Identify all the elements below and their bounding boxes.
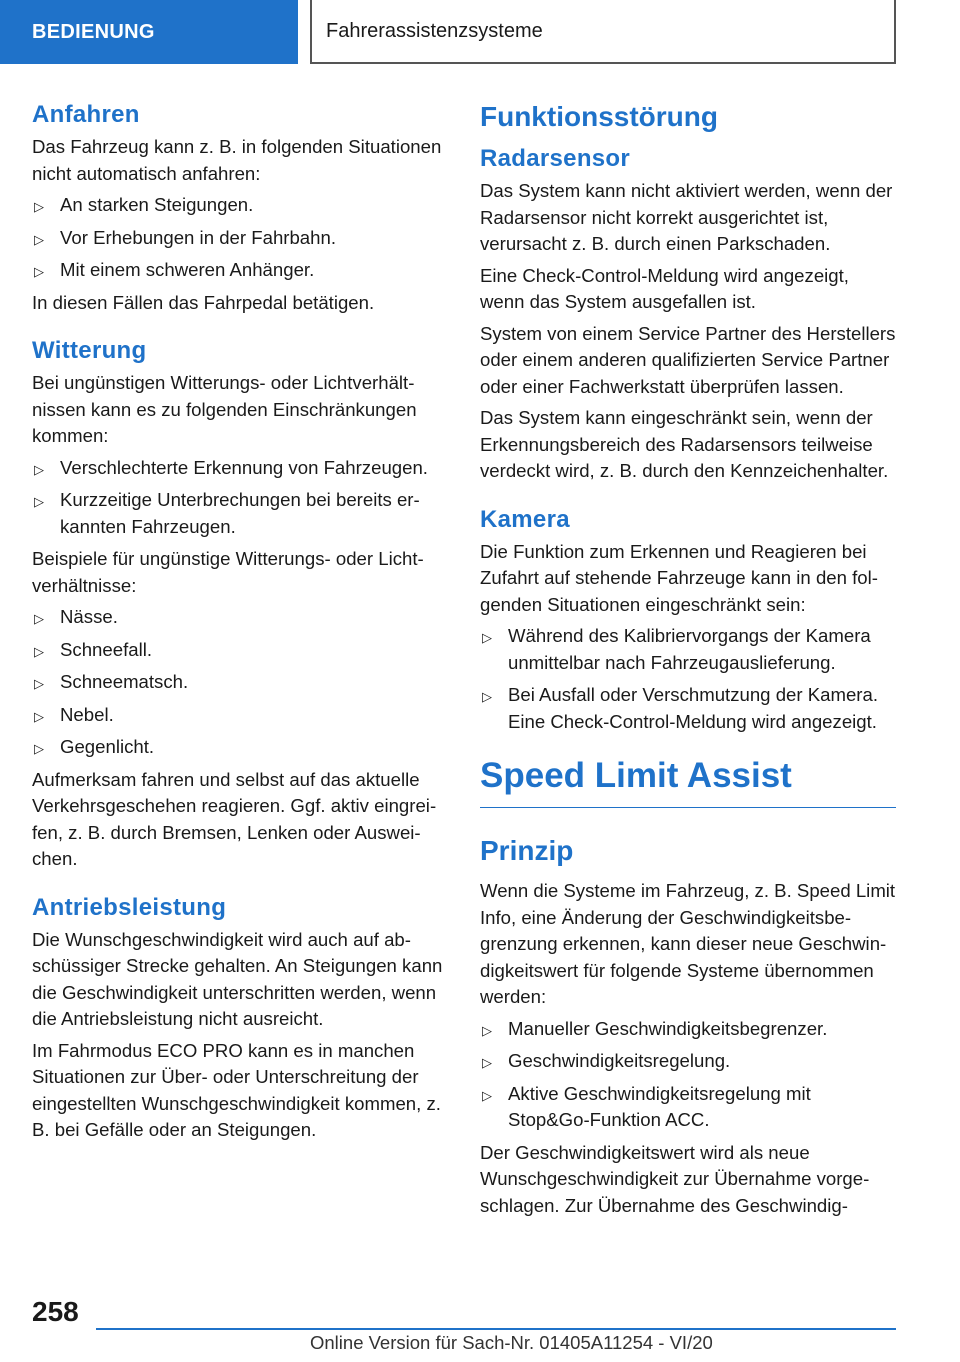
paragraph: Die Funktion zum Erkennen und Reagieren bei Zufahrt auf stehende Fahrzeuge kann in den folgenden Situationen eingeschränkt sein: — [480, 540, 878, 615]
triangle-bullet-icon: ▷ — [482, 1087, 492, 1103]
right-column — [480, 100, 896, 1224]
list-item: ▷ Verschlechterte Erkennung von Fahrzeugen. — [32, 455, 450, 482]
list-item: ▷ Manueller Geschwindigkeitsbegrenzer. — [480, 1016, 896, 1043]
bullet-list — [32, 192, 450, 284]
footer-divider — [96, 1328, 896, 1330]
triangle-bullet-icon: ▷ — [34, 264, 44, 279]
paragraph: Im Fahrmodus ECO PRO kann es in manchen Situationen zur Über- oder Unterschreitung der eingestellten Wunschgeschwindigkeit kommen, z. B. bei Gefälle oder an Steigungen. — [32, 1039, 441, 1140]
triangle-bullet-icon: ▷ — [34, 494, 44, 509]
triangle-bullet-icon: ▷ — [482, 1022, 492, 1038]
footer-online-version: Online Version für Sach-Nr. 01405A11254 - VI/20 — [310, 1332, 713, 1353]
triangle-bullet-icon: ▷ — [34, 643, 44, 659]
heading-antriebsleistung: Antriebsleistung — [32, 893, 227, 921]
paragraph: System von einem Service Partner des Herstellers oder einem anderen qualifizierten Service Partner oder einer Fachwerkstatt überprüfen lassen. — [480, 322, 896, 397]
list-item: ▷ Kurzzeitige Unterbrechungen bei bereits erkannten Fahrzeugen. — [34, 489, 420, 537]
list-item: ▷ Bei Ausfall oder Verschmutzung der Kamera. Eine Check-Control-Meldung wird angezeigt. — [482, 684, 879, 732]
triangle-bullet-icon: ▷ — [34, 611, 44, 626]
triangle-bullet-icon: ▷ — [34, 676, 44, 691]
list-item: ▷ Geschwindigkeitsregelung. — [480, 1048, 896, 1075]
paragraph: Wenn die Systeme im Fahrzeug, z. B. Speed Limit Info, eine Änderung der Geschwindigkeitsbegrenzung erkennen, kann dieser neue Geschwindigkeitswert für folgende Systeme übernommen werden: — [480, 880, 896, 1007]
bullet-list — [32, 604, 450, 761]
paragraph: Beispiele für ungünstige Witterungs- oder Lichtverhältnisse: — [32, 548, 424, 596]
list-item: ▷ Gegenlicht. — [32, 734, 450, 761]
bullet-list — [480, 1016, 896, 1134]
list-item: ▷ Während des Kalibriervorgangs der Kamera unmittelbar nach Fahrzeugauslieferung. — [482, 625, 871, 673]
triangle-bullet-icon: ▷ — [482, 689, 492, 704]
triangle-bullet-icon: ▷ — [34, 741, 44, 756]
section-tab: BEDIENUNG — [0, 0, 298, 64]
list-item: ▷ An starken Steigungen. — [32, 192, 450, 219]
heading-witterung: Witterung — [32, 337, 147, 364]
list-item: ▷ Nebel. — [32, 702, 450, 729]
paragraph: In diesen Fällen das Fahrpedal betätigen. — [32, 291, 375, 313]
chapter-title: Fahrerassistenzsysteme — [310, 0, 896, 64]
list-item: ▷ Nässe. — [32, 604, 450, 631]
triangle-bullet-icon: ▷ — [482, 1055, 492, 1070]
heading-anfahren: Anfahren — [32, 101, 140, 128]
list-item: ▷ Aktive Geschwindigkeitsregelung mit Stop&Go-Funktion ACC. — [482, 1082, 811, 1130]
paragraph: Der Geschwindigkeitswert wird als neue Wunschgeschwindigkeit zur Übernahme vorgeschlagen. Zur Übernahme des Geschwindig- — [480, 1141, 870, 1216]
paragraph: Die Wunschgeschwindigkeit wird auch auf abschüssiger Strecke gehalten. An Steigungen kann die Geschwindigkeit unterschritten werden, wenn die Antriebsleistung nicht ausreicht. — [32, 928, 443, 1029]
bullet-list — [32, 455, 450, 541]
heading-prinzip: Prinzip — [480, 835, 574, 866]
triangle-bullet-icon: ▷ — [34, 199, 44, 214]
triangle-bullet-icon: ▷ — [34, 231, 44, 247]
paragraph: Bei ungünstigen Witterungs- oder Lichtverhältnissen kann es zu folgenden Einschränkungen kommen: — [32, 372, 417, 446]
triangle-bullet-icon: ▷ — [482, 630, 492, 645]
triangle-bullet-icon: ▷ — [34, 461, 44, 477]
list-item: ▷ Schneematsch. — [32, 669, 450, 696]
heading-speed-limit-assist: Speed Limit Assist — [480, 755, 896, 808]
bullet-list — [480, 623, 896, 735]
paragraph: Das System kann eingeschränkt sein, wenn der Erkennungsbereich des Radarsensors teilweise verdeckt wird, z. B. durch den Kennzeichenhalter. — [480, 407, 889, 481]
heading-funktionsstoerung: Funktionsstörung — [480, 101, 718, 132]
list-item: ▷ Schneefall. — [32, 637, 450, 664]
paragraph: Das Fahrzeug kann z. B. in folgenden Situationen nicht automatisch anfahren: — [32, 136, 442, 184]
paragraph: Das System kann nicht aktiviert werden, wenn der Radarsensor nicht korrekt ausgerichtet ist, verursacht z. B. durch einen Parkschaden. — [480, 180, 893, 254]
page-number: 258 — [32, 1296, 79, 1327]
heading-kamera: Kamera — [480, 505, 570, 533]
paragraph: Aufmerksam fahren und selbst auf das aktuelle Verkehrsgeschehen reagieren. Ggf. aktiv eingreifen, z. B. durch Bremsen, Lenken oder Ausweichen. — [32, 768, 437, 869]
triangle-bullet-icon: ▷ — [34, 708, 44, 724]
list-item: ▷ Vor Erhebungen in der Fahrbahn. — [32, 225, 450, 252]
left-column — [32, 100, 450, 1149]
list-item: ▷ Mit einem schweren Anhänger. — [32, 257, 450, 284]
heading-radarsensor: Radarsensor — [480, 145, 631, 172]
paragraph: Eine Check-Control-Meldung wird angezeigt, wenn das System ausgefallen ist. — [480, 264, 849, 312]
